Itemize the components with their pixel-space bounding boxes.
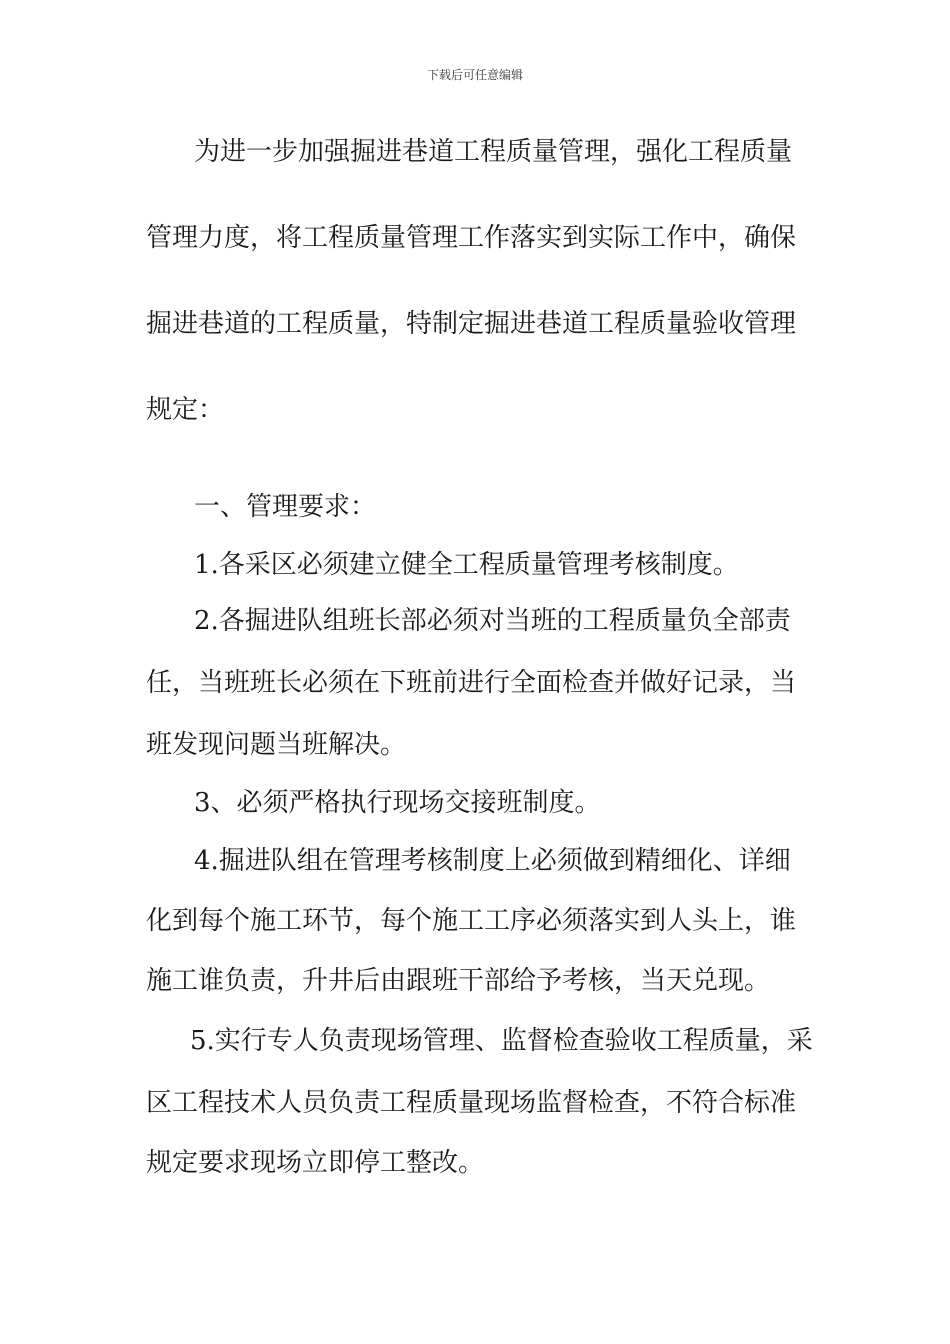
- paragraph-line: 4.掘进队组在管理考核制度上必须做到精细化、详细: [194, 846, 791, 876]
- paragraph-line: 2.各掘进队组班长部必须对当班的工程质量负全部责: [194, 606, 791, 636]
- paragraph-line: 5.实行专人负责现场管理、监督检查验收工程质量，采: [190, 1026, 813, 1056]
- page-header-note: 下载后可任意编辑: [426, 68, 523, 82]
- paragraph-line: 班发现问题当班解决。: [146, 730, 407, 760]
- paragraph-line: 3、必须严格执行现场交接班制度。: [194, 788, 601, 818]
- paragraph-line: 规定：: [146, 395, 225, 425]
- paragraph-line: 区工程技术人员负责工程质量现场监督检查，不符合标准: [146, 1088, 797, 1118]
- paragraph-line: 任，当班班长必须在下班前进行全面检查并做好记录，当: [146, 668, 797, 698]
- paragraph-line: 1.各采区必须建立健全工程质量管理考核制度。: [194, 550, 739, 580]
- section-heading: 一、管理要求：: [194, 492, 377, 522]
- paragraph-line: 掘进巷道的工程质量，特制定掘进巷道工程质量验收管理: [146, 309, 797, 339]
- paragraph-line: 规定要求现场立即停工整改。: [146, 1148, 485, 1178]
- paragraph-line: 施工谁负责，升井后由跟班干部给予考核，当天兑现。: [146, 966, 771, 996]
- paragraph-line: 化到每个施工环节，每个施工工序必须落实到人头上，谁: [146, 906, 797, 936]
- paragraph-line: 管理力度，将工程质量管理工作落实到实际工作中，确保: [146, 223, 797, 253]
- paragraph-line: 为进一步加强掘进巷道工程质量管理，强化工程质量: [194, 137, 793, 167]
